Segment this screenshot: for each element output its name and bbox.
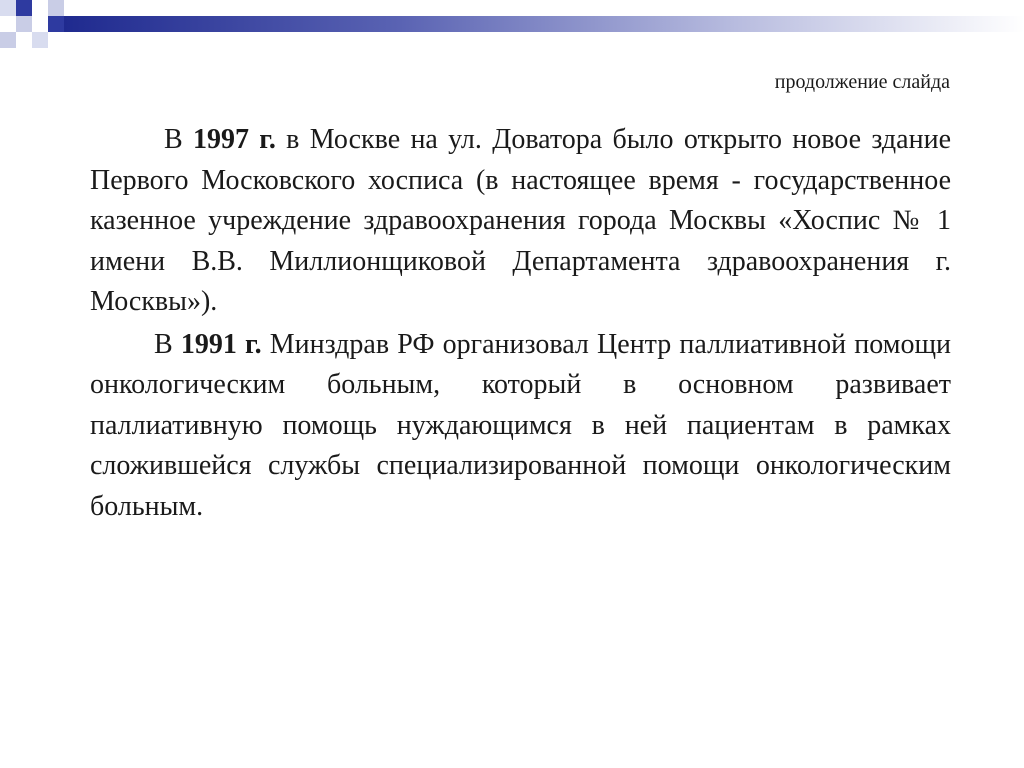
paragraph-1991 bbox=[90, 325, 951, 528]
decor-square bbox=[48, 0, 64, 16]
decor-square bbox=[16, 0, 32, 16]
decor-square bbox=[48, 16, 64, 32]
paragraph-text: Минздрав РФ организовал Центр паллиативной помощи онкологическим больным, который в основном развивает паллиативную помощь нуждающимся в ней пациентам в рамках сложившейся службы специализированной помощи онкологическим больным. bbox=[90, 328, 951, 522]
paragraph-lead: В bbox=[154, 328, 181, 360]
header-gradient-bar bbox=[64, 16, 1024, 32]
decor-square bbox=[16, 16, 32, 32]
slide-body bbox=[90, 120, 951, 527]
decor-square bbox=[32, 32, 48, 48]
decor-square bbox=[0, 32, 16, 48]
paragraph-text: в Москве на ул. Доватора было открыто новое здание Первого Московского хосписа (в настоящее время - государственное казенное учреждение здравоохранения города Москвы «Хоспис № 1 имени В.В. Миллионщиковой Департамента здравоохранения г. Москвы»). bbox=[90, 124, 952, 317]
decor-square bbox=[0, 0, 16, 16]
decor-square bbox=[32, 16, 48, 32]
slide-subtitle: продолжение слайда bbox=[774, 71, 950, 93]
year-1991: 1991 г. bbox=[180, 328, 262, 360]
paragraph-1997 bbox=[90, 120, 951, 323]
year-1997: 1997 г. bbox=[193, 124, 276, 155]
paragraph-lead: В bbox=[164, 124, 193, 155]
